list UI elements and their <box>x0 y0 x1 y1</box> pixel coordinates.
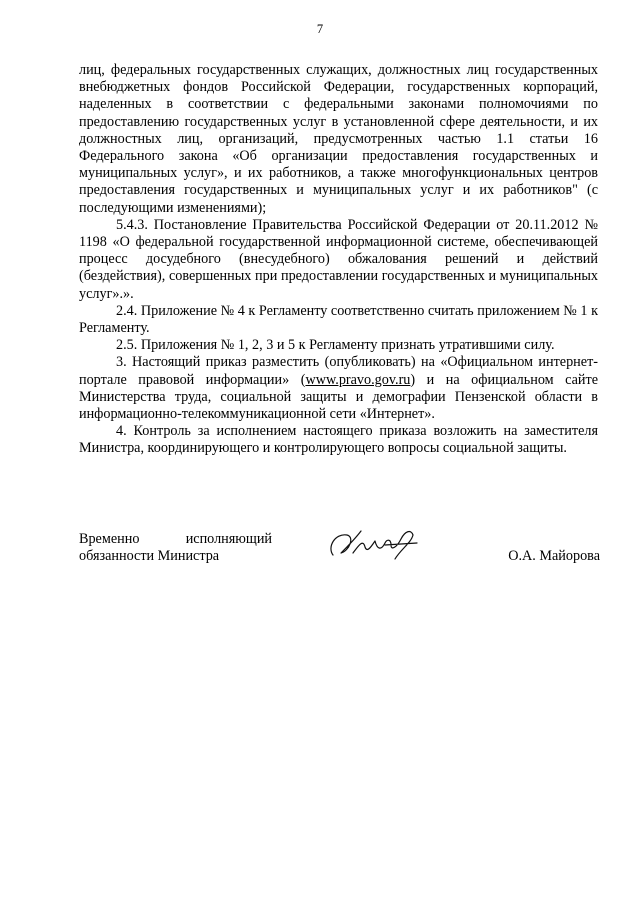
position-line-2: обязанности Министра <box>79 548 220 565</box>
paragraph-2-4: 2.4. Приложение № 4 к Регламенту соответственно считать приложением № 1 к Регламенту. <box>79 302 598 337</box>
paragraph-3-text-after: ) и на официальном сайте Министерства труда, социальной защиты и демографии Пензенской области в информационно-телекоммуникационной сети «Интернет». <box>79 371 599 423</box>
paragraph-2-5: 2.5. Приложения № 1, 2, 3 и 5 к Регламенту признать утратившими силу. <box>116 337 555 354</box>
signatory-position <box>79 531 272 565</box>
position-word-2: исполняющий <box>185 531 272 547</box>
document-body <box>79 62 598 458</box>
paragraph-3 <box>79 354 598 423</box>
page-number: 7 <box>316 22 324 36</box>
pravo-gov-link[interactable]: www.pravo.gov.ru <box>305 371 411 388</box>
handwritten-signature <box>325 525 425 565</box>
paragraph-5-4-3: 5.4.3. Постановление Правительства Российской Федерации от 20.11.2012 № 1198 «О федеральной государственной информационной системе, обеспечивающей процесс досудебного (внесудебного) обжалования решений и действий (бездействия), совершенных при предоставлении государственных и муниципальных услуг».». <box>79 216 598 302</box>
signatory-name: О.А. Майорова <box>508 548 600 564</box>
signature-block <box>79 531 600 591</box>
paragraph-3-text-before: 3. Настоящий приказ разместить (опубликовать) на «Официальном интернет-портале правовой информации» ( <box>79 354 598 388</box>
paragraph-continuation: лиц, федеральных государственных служащих, должностных лиц государственных внебюджетных фондов Российской Федерации, государственных корпораций, наделенных в соответствии с федеральными законами полномочиями по предоставлению государственных услуг в установленной сфере деятельности, и их должностных лиц, организаций, предусмотренных частью 1.1 статьи 16 Федерального закона «Об организации предоставления государственных и муниципальных услуг», и их работников, а также многофункциональных центров предоставления государственных и муниципальных услуг и их работников" (с последующими изменениями); <box>79 62 598 216</box>
position-word-1: Временно <box>79 531 140 547</box>
paragraph-4: 4. Контроль за исполнением настоящего приказа возложить на заместителя Министра, координирующего и контролирующего вопросы социальной защиты. <box>79 423 598 457</box>
